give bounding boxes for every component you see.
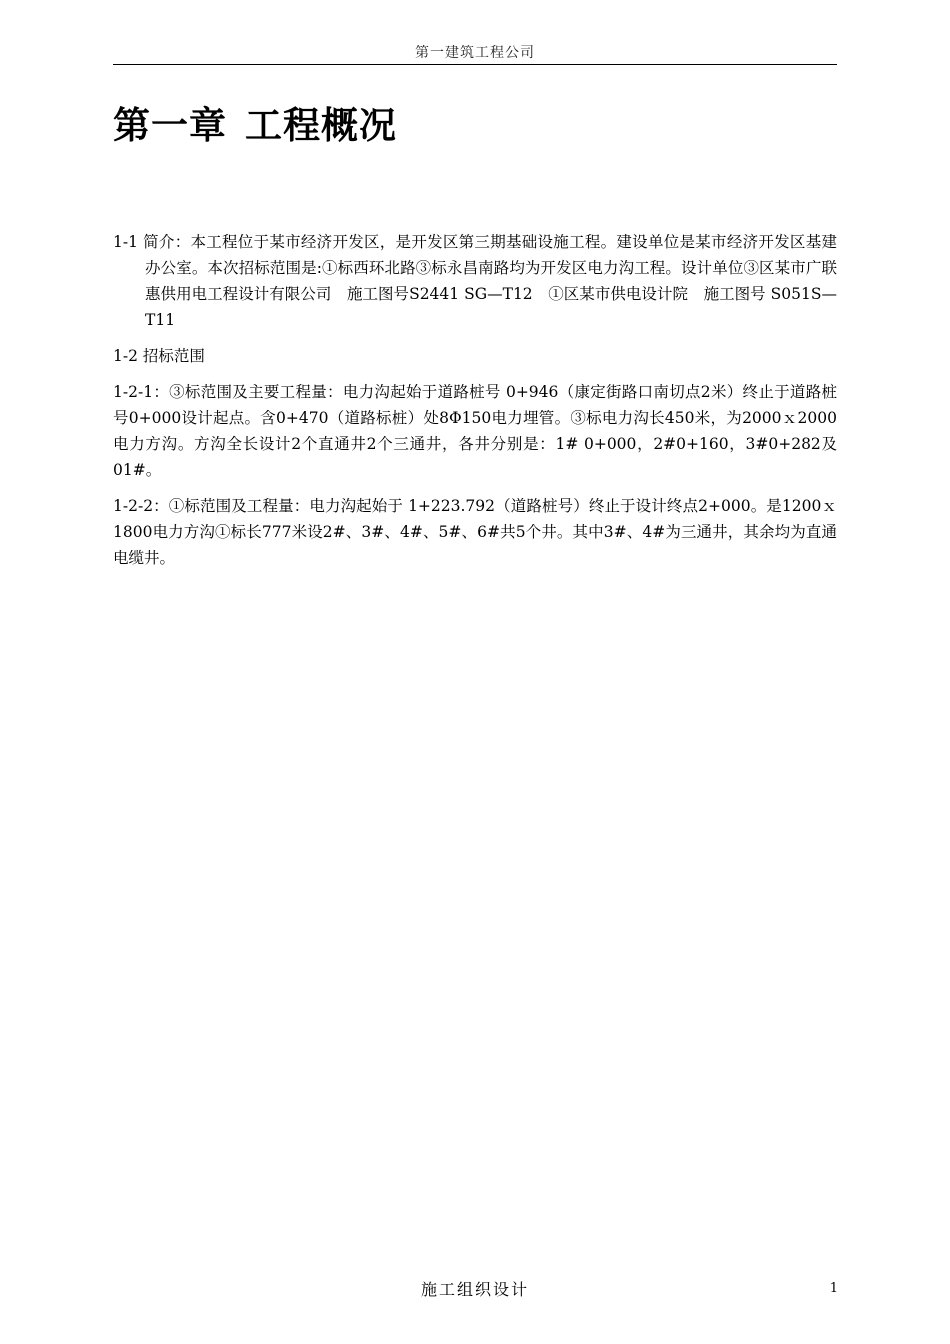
- section-1-1-intro: 1-1 简介：本工程位于某市经济开发区，是开发区第三期基础设施工程。建设单位是某市经济开发区基建办公室。本次招标范围是:①标西环北路③标永昌南路均为开发区电力沟工程。设计单位③区某市广联惠供用电工程设计有限公司 施工图号S2441 SG—T12 ①区某市供电设计院 施工图号 S051S—T11: [113, 233, 837, 329]
- section-1-2-heading: 1-2 招标范围: [113, 347, 205, 365]
- chapter-number: 第一章: [113, 104, 227, 147]
- section-1-2-1-scope: 1-2-1：③标范围及主要工程量：电力沟起始于道路桩号 0+946（康定街路口南切点2米）终止于道路桩号0+000设计起点。含0+470（道路标桩）处8Φ150电力埋管。③标电力沟长450米，为2000ｘ2000电力方沟。方沟全长设计2个直通井2个三通井，各井分别是：1# 0+000，2#0+160，3#0+282及01#。: [113, 383, 837, 479]
- page-number: 1: [829, 1281, 838, 1296]
- header-rule: [113, 64, 837, 65]
- chapter-title: [113, 100, 397, 152]
- document-body: [113, 229, 837, 571]
- page-header: 第一建筑工程公司: [415, 45, 535, 61]
- chapter-name: 工程概况: [245, 104, 397, 147]
- section-1-2-2-scope: 1-2-2：①标范围及工程量：电力沟起始于 1+223.792（道路桩号）终止于设计终点2+000。是1200ｘ1800电力方沟①标长777米设2#、3#、4#、5#、6#共5个井。其中3#、4#为三通井，其余均为直通电缆井。: [113, 497, 837, 567]
- page-footer: 施工组织设计: [420, 1280, 529, 1299]
